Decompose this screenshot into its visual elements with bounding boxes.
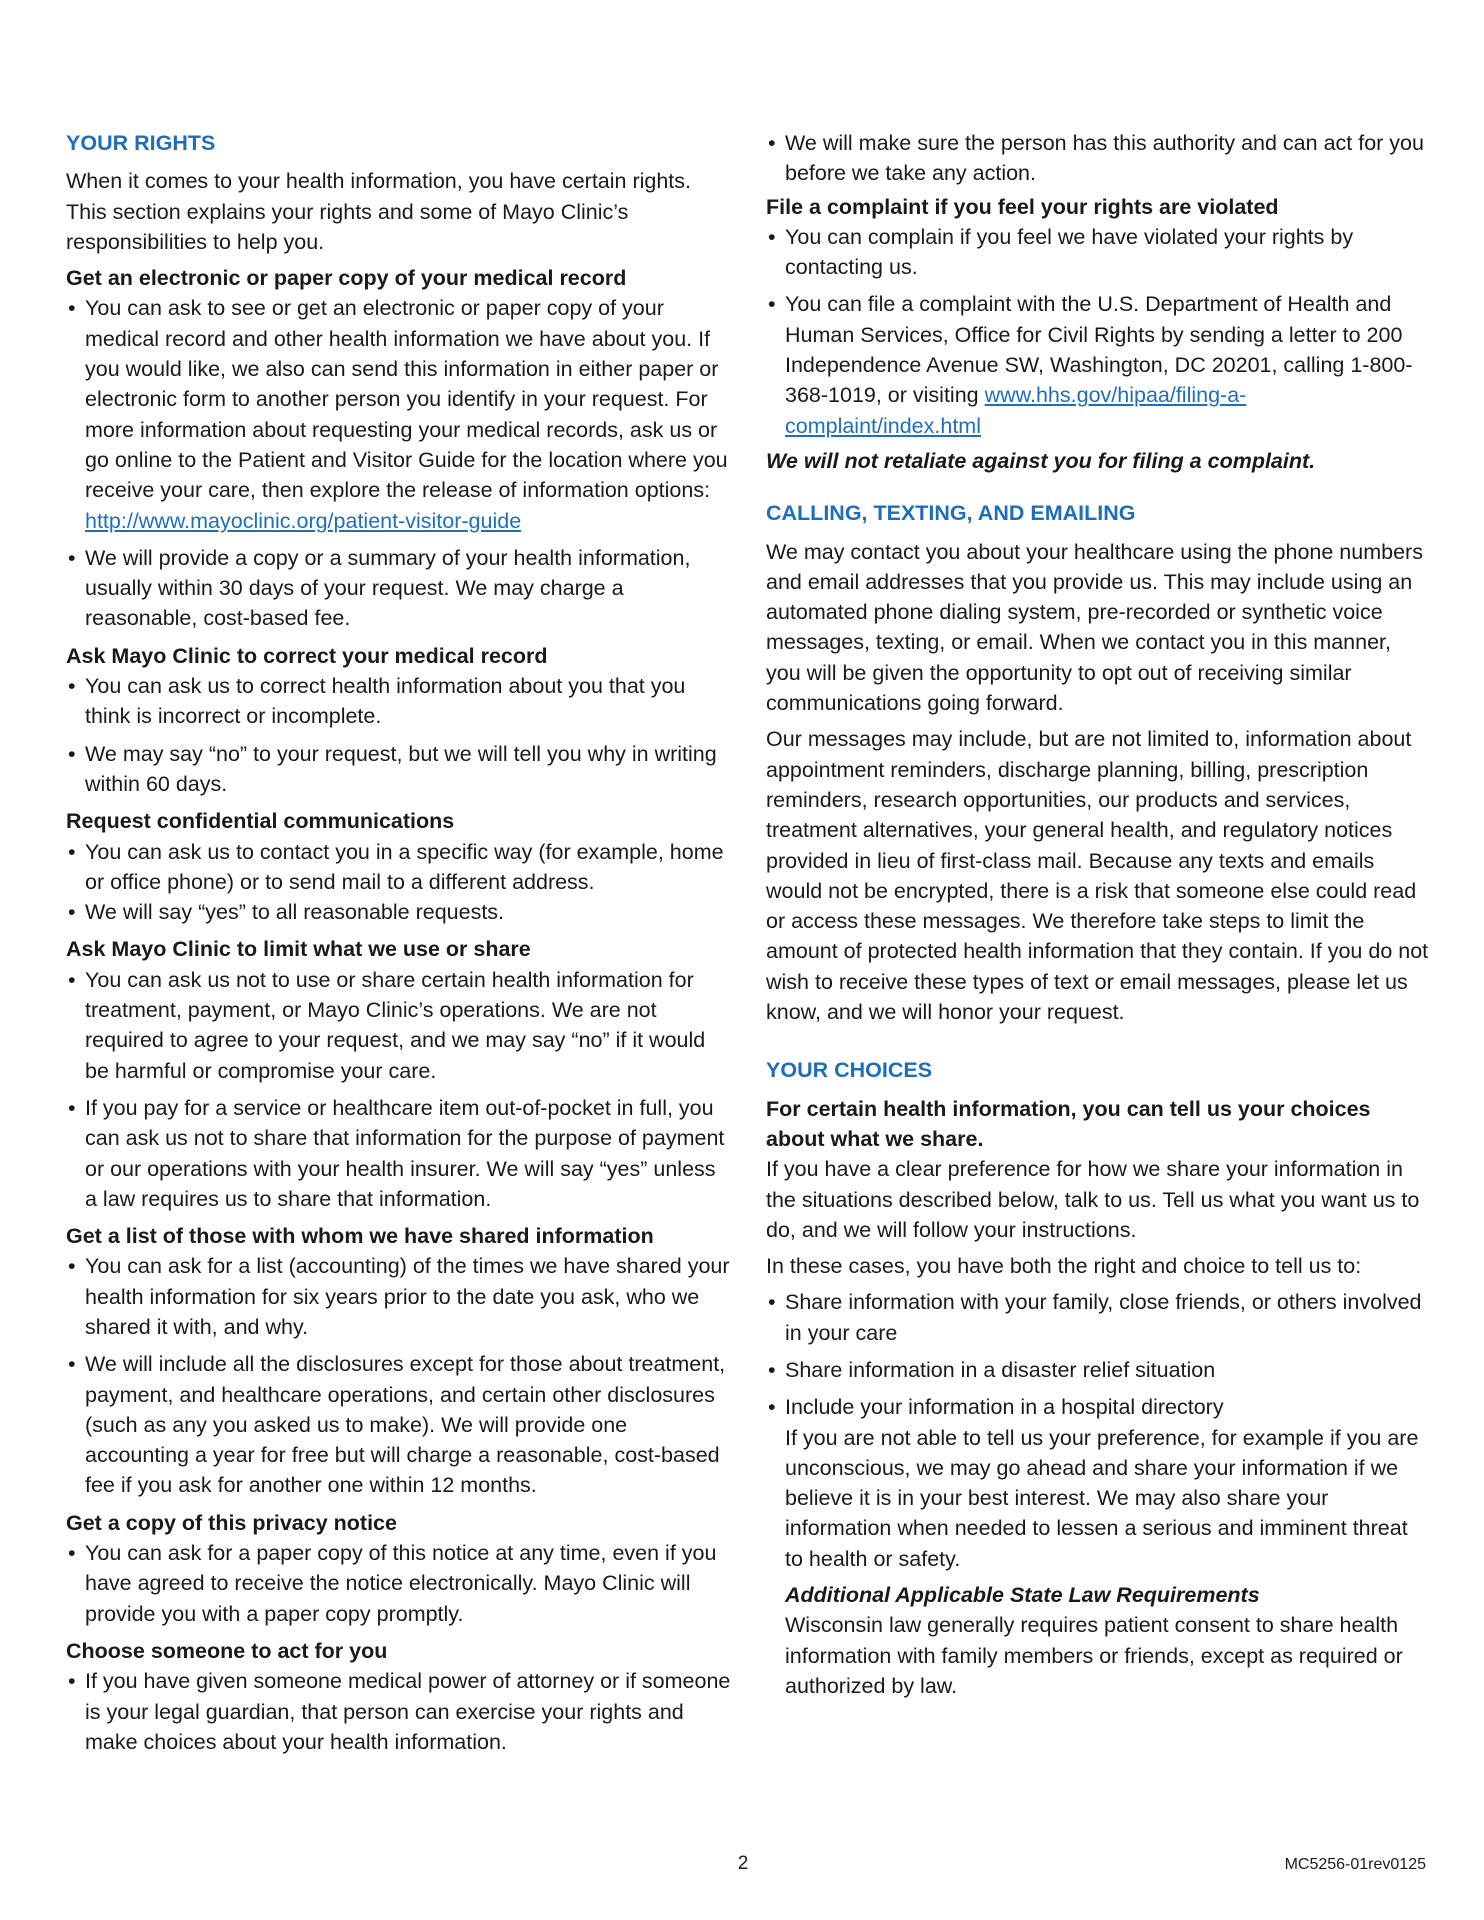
shared-list-heading: Get a list of those with whom we have shared information [66, 1224, 654, 1249]
list-item: • You can ask to see or get an electronic or paper copy of your medical record and other health information we have about you. If you would like, we also can send this information in either paper or electronic form to another person you identify in your request. For more information about requesting your medical records, ask us or go online to the Patient and Visitor Guide for the location where you receive your care, then explore the release of information options: http://www.mayoclinic.org/patient-visitor-guide [66, 293, 731, 535]
copy-record-list [66, 293, 731, 633]
list-item: • You can ask for a paper copy of this notice at any time, even if you have agreed to receive the notice electronically. Mayo Clinic will provide you with a paper copy promptly. [66, 1538, 731, 1629]
list-item: • We will include all the disclosures except for those about treatment, payment, and healthcare operations, and certain other disclosures (such as any you asked us to make). We will provide one accounting a year for free but will charge a reasonable, cost-based fee if you ask for another one within 12 months. [66, 1349, 731, 1500]
calling-paragraph-1: We may contact you about your healthcare using the phone numbers and email addresses that you provide us. This may include using an automated phone dialing system, pre-recorded or synthetic voice messages, texting, or email. When we contact you in this manner, you will be given the opportunity to opt out of receiving similar communications going forward. [766, 539, 1423, 716]
right-column [766, 128, 1431, 1707]
list-item: • Include your information in a hospital directory [766, 1392, 1431, 1422]
privacy-notice-heading: Get a copy of this privacy notice [66, 1510, 397, 1535]
copy-record-heading: Get an electronic or paper copy of your medical record [66, 266, 627, 291]
list-item: • We will say “yes” to all reasonable requests. [66, 897, 731, 927]
list-item: • You can ask us to correct health information about you that you think is incorrect or incomplete. [66, 671, 731, 732]
limit-share-list [66, 965, 731, 1214]
list-item: • You can ask for a list (accounting) of the times we have shared your health information for six years prior to the date you ask, who we shared it with, and why. [66, 1251, 731, 1342]
rights-intro: When it comes to your health information, you have certain rights. This section explains your rights and some of Mayo Clinic’s responsibilities to help you. [66, 169, 692, 254]
list-item: • If you pay for a service or healthcare item out-of-pocket in full, you can ask us not to share that information for the purpose of payment or our operations with your health insurer. We will say “yes” unless a law requires us to share that information. [66, 1093, 731, 1214]
list-item: • Share information with your family, close friends, or others involved in your care [766, 1287, 1431, 1348]
complaint-heading: File a complaint if you feel your rights are violated [766, 194, 1279, 219]
choices-paragraph-2: In these cases, you have both the right and choice to tell us to: [766, 1254, 1362, 1279]
correct-record-list [66, 671, 731, 799]
list-item: • You can ask us to contact you in a specific way (for example, home or office phone) or to send mail to a different address. [66, 837, 731, 898]
privacy-notice-list [66, 1538, 731, 1629]
shared-list-list [66, 1251, 731, 1500]
calling-paragraph-2: Our messages may include, but are not limited to, information about appointment reminders, discharge planning, billing, prescription reminders, research opportunities, our products and services, treatment alternatives, your general health, and regulatory notices provided in lieu of first-class mail. Because any texts and emails would not be encrypted, there is a risk that someone else could read or access these messages. We therefore take steps to limit the amount of protected health information that they contain. If you do not wish to receive these types of text or email messages, please let us know, and we will honor your request. [766, 727, 1429, 1025]
hhs-complaint-link[interactable]: www.hhs.gov/hipaa/filing-a-complaint/index.html [785, 383, 1247, 438]
complaint-list [766, 222, 1431, 441]
list-item: • We will provide a copy or a summary of your health information, usually within 30 days of your request. We may charge a reasonable, cost-based fee. [66, 543, 731, 634]
left-column [66, 128, 731, 1764]
state-law-paragraph: Wisconsin law generally requires patient consent to share health information with family members or friends, except as required or authorized by law. [785, 1613, 1403, 1698]
list-item: • Share information in a disaster relief situation [766, 1355, 1431, 1385]
act-for-you-list [66, 1666, 731, 1757]
choices-list [766, 1287, 1431, 1422]
list-item: • We may say “no” to your request, but we will tell you why in writing within 60 days. [66, 739, 731, 800]
confidential-comms-list [66, 837, 731, 928]
limit-share-heading: Ask Mayo Clinic to limit what we use or share [66, 937, 531, 962]
act-for-you-list-continued [766, 128, 1431, 189]
confidential-comms-heading: Request confidential communications [66, 809, 455, 834]
page-number: 2 [737, 1853, 749, 1874]
your-choices-title: YOUR CHOICES [766, 1058, 933, 1083]
list-item: • You can file a complaint with the U.S. Department of Health and Human Services, Office for Civil Rights by sending a letter to 200 Independence Avenue SW, Washington, DC 20201, calling 1-800-368-1019, or visiting www.hhs.gov/hipaa/filing-a-complaint/index.html [766, 289, 1431, 440]
calling-texting-title: CALLING, TEXTING, AND EMAILING [766, 501, 1136, 526]
no-retaliation-statement: We will not retaliate against you for filing a complaint. [766, 448, 1316, 473]
state-law-heading: Additional Applicable State Law Requirements [785, 1583, 1260, 1608]
patient-visitor-guide-link[interactable]: http://www.mayoclinic.org/patient-visitor-guide [85, 508, 522, 533]
document-code: MC5256-01rev0125 [1284, 1856, 1426, 1873]
your-rights-title: YOUR RIGHTS [66, 131, 216, 155]
choices-paragraph-3: If you are not able to tell us your preference, for example if you are unconscious, we may go ahead and share your information if we believe it is in your best interest. We may also share your information when needed to lessen a serious and imminent threat to health or safety. [785, 1425, 1419, 1571]
act-for-you-heading: Choose someone to act for you [66, 1638, 388, 1663]
correct-record-heading: Ask Mayo Clinic to correct your medical record [66, 643, 548, 668]
list-item: • You can complain if you feel we have violated your rights by contacting us. [766, 222, 1431, 283]
list-item: • If you have given someone medical power of attorney or if someone is your legal guardian, that person can exercise your rights and make choices about your health information. [66, 1666, 731, 1757]
list-item: • You can ask us not to use or share certain health information for treatment, payment, or Mayo Clinic’s operations. We are not required to agree to your request, and we may say “no” if it would be harmful or compromise your care. [66, 965, 731, 1086]
list-item: • We will make sure the person has this authority and can act for you before we take any action. [766, 128, 1431, 189]
choices-paragraph-1: If you have a clear preference for how we share your information in the situations described below, talk to us. Tell us what you want us to do, and we will follow your instructions. [766, 1157, 1420, 1242]
choices-heading: For certain health information, you can tell us your choices about what we share. [766, 1096, 1371, 1151]
